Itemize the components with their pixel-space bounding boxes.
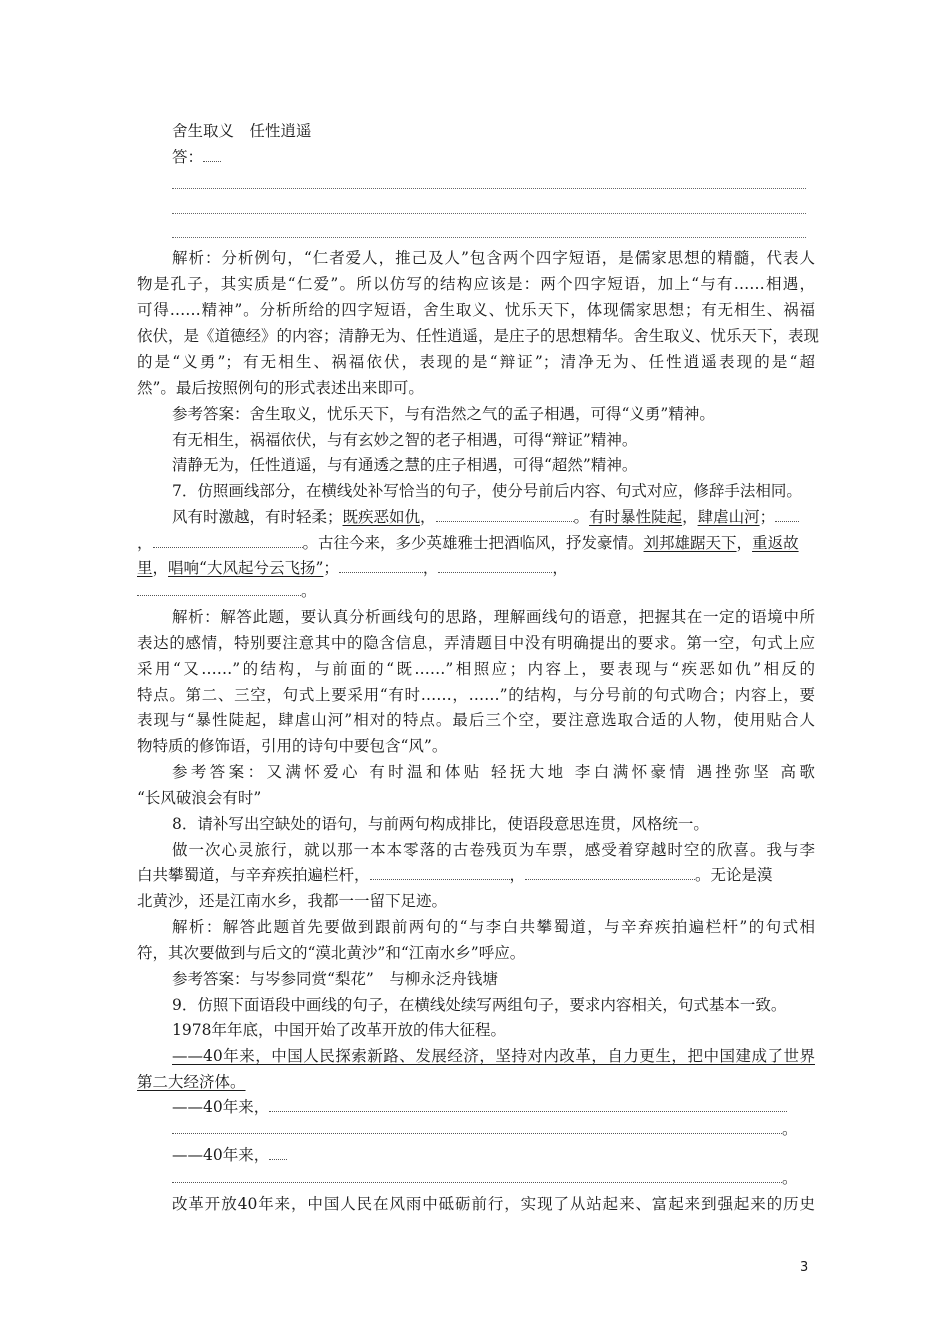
analysis-line: 依伏，是《道德经》的内容；清静无为、任性逍遥，是庄子的思想精华。舍生取义、忧乐天下，表现 — [137, 327, 820, 345]
fill-blank[interactable] — [137, 581, 301, 596]
question-9-prompt: 9．仿照下面语段中画线的句子，在横线处续写两组句子，要求内容相关，句式基本一致。 — [172, 996, 787, 1014]
reference-answer: 参考答案：又满怀爱心 有时温和体贴 轻抚大地 李白满怀豪情 遇挫弥坚 高歌 — [172, 763, 815, 781]
answer-rule[interactable] — [172, 237, 806, 238]
fill-blank[interactable] — [438, 558, 552, 573]
answer-blank[interactable] — [203, 147, 221, 162]
question-9-line: 1978年年底，中国开始了改革开放的伟大征程。 — [172, 1021, 506, 1039]
fill-blank[interactable] — [153, 533, 303, 548]
fill-blank[interactable] — [172, 1119, 782, 1134]
analysis-line: 表现与“暴性陡起，肆虐山河”相对的特点。最后三个空，要注意选取合适的人物，使用贴合人 — [137, 711, 815, 729]
reference-answer: 有无相生，祸福依伏，与有玄妙之智的老子相遇，可得“辩证”精神。 — [172, 431, 638, 449]
analysis-line: 的是“义勇”；有无相生、祸福依伏，表现的是“辩证”；清净无为、任性逍遥表现的是“超 — [137, 353, 815, 371]
reference-answer: 参考答案：与岑参同赏“梨花” 与柳永泛舟钱塘 — [172, 970, 498, 988]
question-8-line: 白共攀蜀道，与辛弃疾拍遍栏杆， ， 。无论是漠 — [137, 866, 773, 884]
reference-answer: 参考答案：舍生取义，忧乐天下，与有浩然之气的孟子相遇，可得“义勇”精神。 — [172, 405, 715, 423]
fill-blank[interactable] — [269, 1145, 287, 1160]
question-9-line: ——40年来， — [172, 1144, 287, 1166]
fill-blank[interactable] — [775, 507, 799, 522]
question-9-line: 。 — [172, 1118, 798, 1140]
question-7-line: 里，唱响“大风起兮云飞扬”； ， ， — [137, 559, 568, 577]
analysis-line: 解析：分析例句，“仁者爱人，推己及人”包含两个四字短语，是儒家思想的精髓，代表人 — [172, 249, 815, 267]
analysis-line: 解析：解答此题首先要做到跟前两句的“与李白共攀蜀道，与辛弃疾拍遍栏杆”的句式相 — [172, 918, 815, 936]
analysis-line: 采用“又……”的结构，与前面的“既……”相照应；内容上，要表现与“疾恶如仇”相反的 — [137, 660, 815, 678]
fill-blank[interactable] — [525, 865, 695, 880]
question-7-prompt: 7．仿照画线部分，在横线处补写恰当的句子，使分号前后内容、句式对应，修辞手法相同。 — [172, 482, 802, 500]
fill-blank[interactable] — [269, 1097, 787, 1112]
analysis-line: 物是孔子，其实质是“仁爱”。所以仿写的结构应该是：两个四字短语，加上“与有……相遇， — [137, 275, 815, 293]
reference-answer: “长风破浪会有时” — [137, 789, 262, 807]
fill-blank[interactable] — [370, 865, 510, 880]
analysis-line: 然”。最后按照例句的形式表述出来即可。 — [137, 379, 424, 397]
underlined-example: 第二大经济体。 — [137, 1073, 246, 1091]
answer-line: 答： — [172, 146, 221, 168]
analysis-line: 表达的感情，特别要注意其中的隐含信息，弄清题目中没有明确提出的要求。第一空，句式上应 — [137, 634, 815, 652]
question-8-prompt: 8．请补写出空缺处的语句，与前两句构成排比，使语段意思连贯，风格统一。 — [172, 815, 709, 833]
page-number: 3 — [800, 1260, 809, 1275]
reference-answer: 清静无为，任性逍遥，与有通透之慧的庄子相遇，可得“超然”精神。 — [172, 456, 638, 474]
analysis-line: 符，其次要做到与后文的“漠北黄沙”和“江南水乡”呼应。 — [137, 944, 526, 962]
analysis-line: 特点。第二、三空，句式上要采用“有时……，……”的结构，与分号前的句式吻合；内容上，要 — [137, 686, 815, 704]
question-9-line: 改革开放40年来，中国人民在风雨中砥砺前行，实现了从站起来、富起来到强起来的历史 — [172, 1195, 815, 1213]
question-9-line: 。 — [172, 1167, 798, 1189]
analysis-line: 物特质的修饰语，引用的诗句中要包含“风”。 — [137, 737, 448, 755]
question-7-line: 。 — [137, 580, 317, 602]
question-9-line: ——40年来， — [172, 1096, 787, 1118]
fill-blank[interactable] — [172, 1168, 782, 1183]
question-8-line: 做一次心灵旅行，就以那一本本零落的古卷残页为车票，感受着穿越时空的欣喜。我与李 — [172, 841, 815, 859]
analysis-line: 解析：解答此题，要认真分析画线句的思路，理解画线句的语意，把握其在一定的语境中所 — [172, 608, 815, 626]
question-7-line: ， 。古往今来，多少英雄雅士把酒临风，抒发豪情。刘邦雄踞天下，重返故 — [137, 534, 799, 552]
given-phrases: 舍生取义 任性逍遥 — [172, 122, 312, 140]
answer-rule[interactable] — [172, 188, 806, 189]
answer-rule[interactable] — [172, 213, 806, 214]
question-8-line: 北黄沙，还是江南水乡，我都一一留下足迹。 — [137, 892, 448, 910]
analysis-line: 可得……精神”。分析所给的四字短语，舍生取义、忧乐天下，体现儒家思想；有无相生、祸福 — [137, 301, 815, 319]
underlined-example: ——40年来，中国人民探索新路、发展经济，坚持对内改革，自力更生，把中国建成了世界 — [172, 1047, 815, 1065]
fill-blank[interactable] — [339, 558, 423, 573]
question-7-line: 风有时激越，有时轻柔；既疾恶如仇， 。有时暴性陡起，肆虐山河； — [172, 506, 799, 528]
fill-blank[interactable] — [436, 507, 574, 522]
